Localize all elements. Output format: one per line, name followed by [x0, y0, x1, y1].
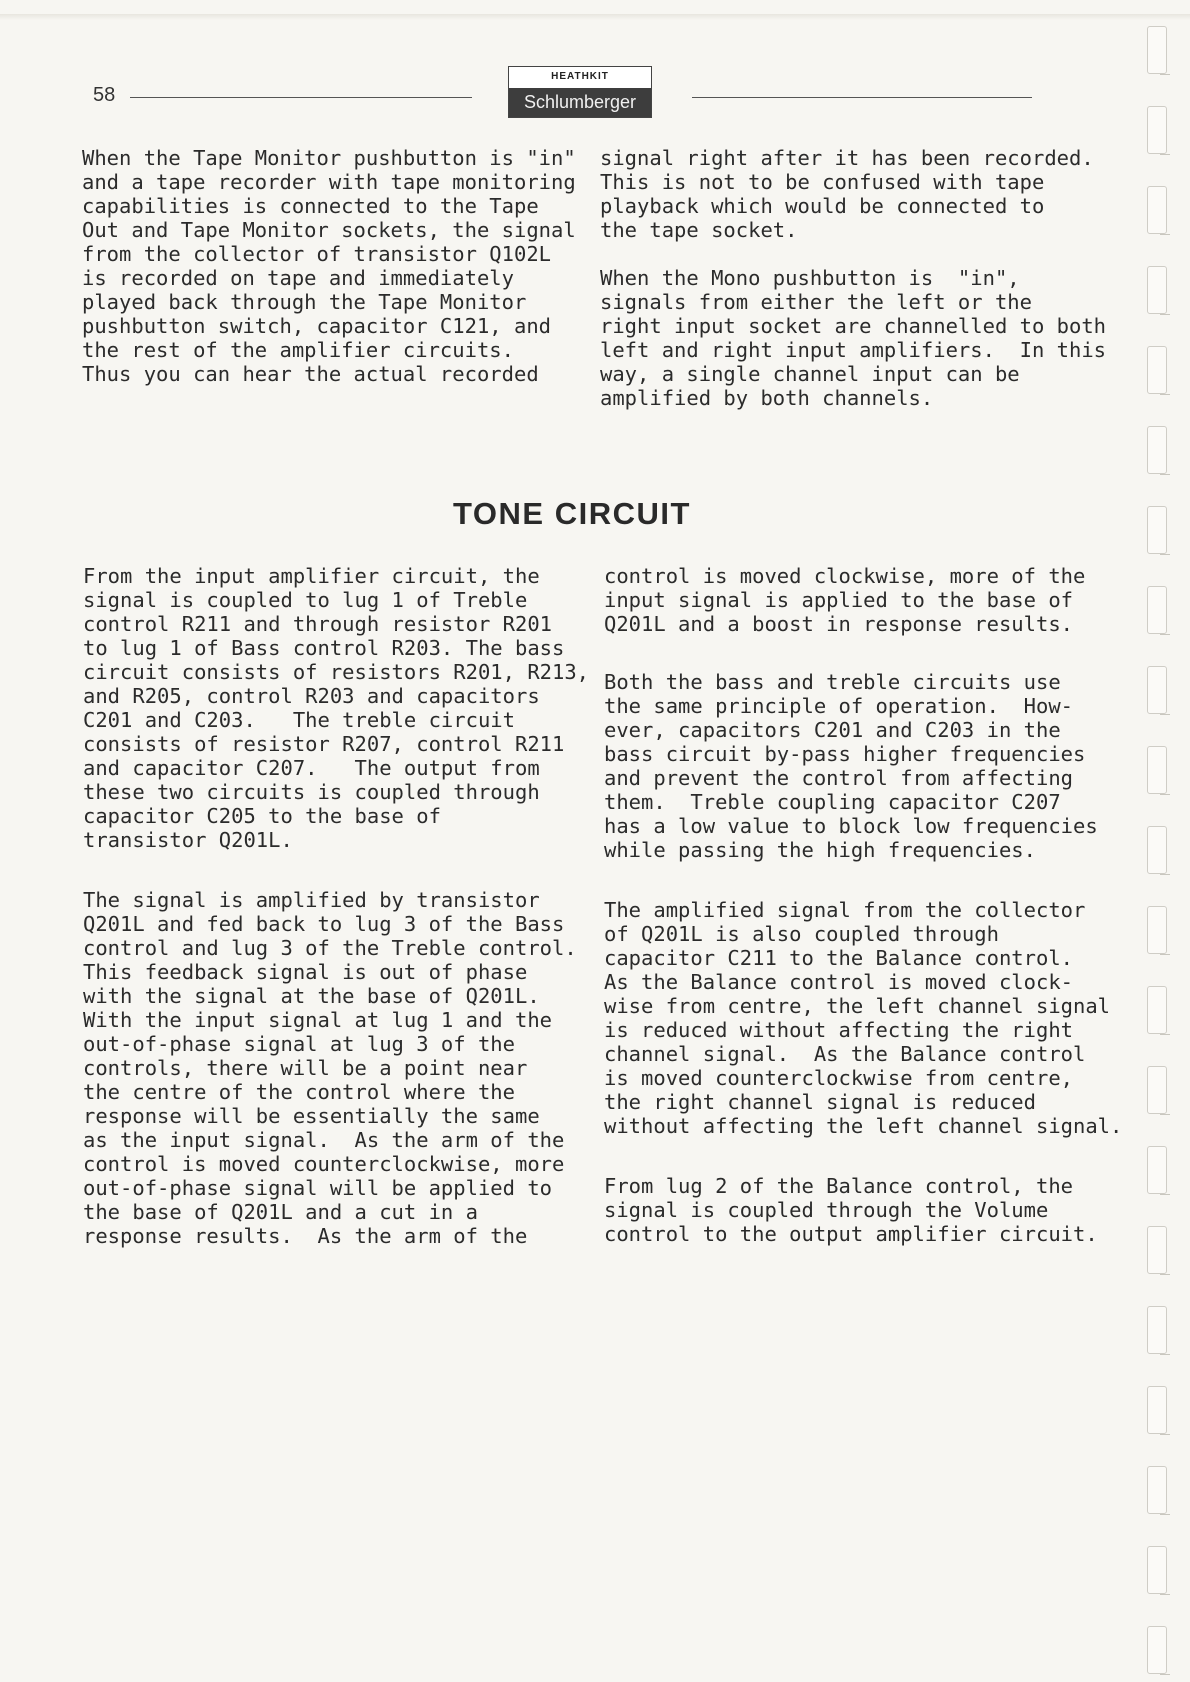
binder-punch-holes: [1147, 26, 1173, 1676]
page-number: 58: [93, 84, 116, 106]
binder-hole: [1147, 1306, 1167, 1354]
binder-hole: [1147, 506, 1167, 554]
binder-hole: [1147, 1066, 1167, 1114]
binder-hole: [1147, 666, 1167, 714]
header-rule-left: [130, 97, 472, 98]
paragraph-input-amplifier: From the input amplifier circuit, the signal is coupled to lug 1 of Treble control R211 and through resistor R201 to lug 1 of Bass control R203. The bass circuit consists of resistors R201, R213, and R205, control R203 and capacitors C201 and C203. The treble circuit consists of resistor R207, control R211 and capacitor C207. The output from these two circuits is coupled through capacitor C205 to the base of transistor Q201L.: [83, 564, 590, 852]
paragraph-mono-pushbutton: When the Mono pushbutton is "in", signals from either the left or the right input socket are channelled to both left and right input amplifiers. In this way, a single channel input can be amplified by both channels.: [600, 266, 1107, 410]
binder-hole: [1147, 266, 1167, 314]
binder-hole: [1147, 906, 1167, 954]
binder-hole: [1147, 346, 1167, 394]
binder-hole: [1147, 186, 1167, 234]
paragraph-balance-control: The amplified signal from the collector of Q201L is also coupled through capacitor C211 to the Balance control. As the Balance control is moved clock- wise from centre, the left channel signal is reduced without affecting the right channel signal. As the Balance control is moved counterclockwise from centre, the right channel signal is reduced without affecting the left channel signal.: [604, 898, 1123, 1138]
binder-hole: [1147, 1626, 1167, 1674]
paragraph-clockwise-boost: control is moved clockwise, more of the input signal is applied to the base of Q201L and a boost in response results.: [604, 564, 1086, 636]
binder-hole: [1147, 1146, 1167, 1194]
binder-hole: [1147, 1546, 1167, 1594]
paragraph-tape-monitor-continued: signal right after it has been recorded. This is not to be confused with tape playback which would be connected to the tape socket.: [600, 146, 1094, 242]
section-heading-tone-circuit: TONE CIRCUIT: [453, 496, 691, 531]
binder-hole: [1147, 746, 1167, 794]
binder-hole: [1147, 986, 1167, 1034]
paragraph-bass-treble-principle: Both the bass and treble circuits use the same principle of operation. How- ever, capacitors C201 and C203 in the bass circuit by-pass higher frequencies and prevent the control from affecting them. Treble coupling capacitor C207 has a low value to block low frequencies while passing the high frequencies.: [604, 670, 1098, 862]
binder-hole: [1147, 586, 1167, 634]
paragraph-feedback-signal: The signal is amplified by transistor Q201L and fed back to lug 3 of the Bass control and lug 3 of the Treble control. This feedback signal is out of phase with the signal at the base of Q201L. With the input signal at lug 1 and the out-of-phase signal at lug 3 of the controls, there will be a point near the centre of the control where the response will be essentially the same as the input signal. As the arm of the control is moved counterclockwise, more out-of-phase signal will be applied to the base of Q201L and a cut in a response results. As the arm of the: [83, 888, 577, 1248]
header-rule-right: [692, 97, 1032, 98]
binder-hole: [1147, 826, 1167, 874]
binder-hole: [1147, 1466, 1167, 1514]
heathkit-logo: [508, 66, 652, 118]
binder-hole: [1147, 1226, 1167, 1274]
binder-hole: [1147, 106, 1167, 154]
paragraph-volume-control: From lug 2 of the Balance control, the signal is coupled through the Volume control to the output amplifier circuit.: [604, 1174, 1098, 1246]
logo-brand-text: HEATHKIT: [551, 71, 609, 82]
logo-company-text: Schlumberger: [509, 88, 651, 117]
binder-hole: [1147, 26, 1167, 74]
paragraph-tape-monitor: When the Tape Monitor pushbutton is "in" and a tape recorder with tape monitoring capabilities is connected to the Tape Out and Tape Monitor sockets, the signal from the collector of transistor Q102L is recorded on tape and immediately played back through the Tape Monitor pushbutton switch, capacitor C121, and the rest of the amplifier circuits. Thus you can hear the actual recorded: [82, 146, 576, 386]
binder-hole: [1147, 1386, 1167, 1434]
page-top-edge: [0, 14, 1190, 20]
binder-hole: [1147, 426, 1167, 474]
